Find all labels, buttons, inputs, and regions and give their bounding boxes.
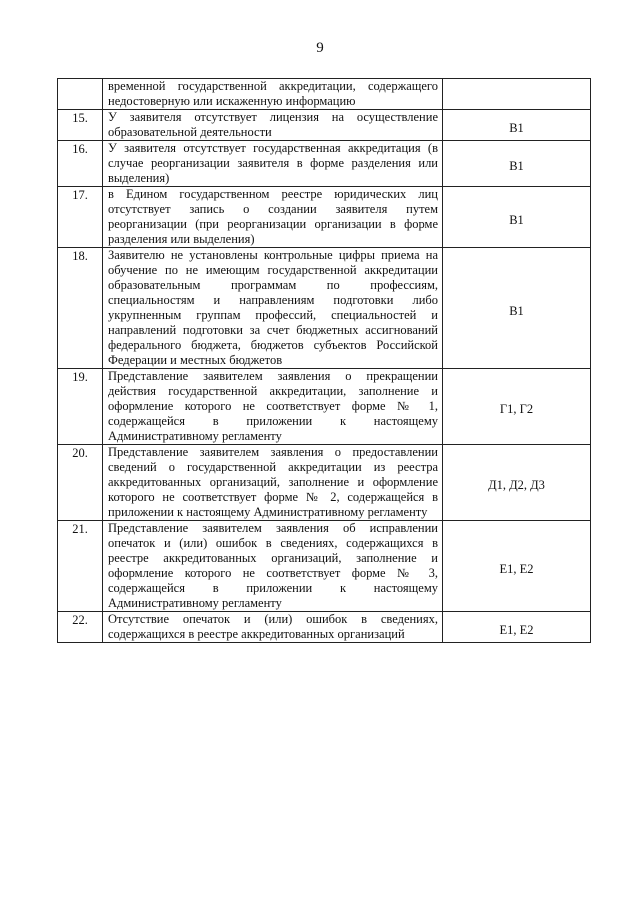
- row-description: временной государственной аккредитации, содержащего недостоверную или искаженную информацию: [103, 79, 443, 110]
- row-description: Представление заявителем заявления о прекращении действия государственной аккредитации, заполнение и оформление которого не соответствует форме № 1, содержащейся в приложении к настоящему Административному регламенту: [103, 369, 443, 445]
- table-row: [58, 110, 591, 141]
- row-number: 16.: [58, 141, 103, 187]
- row-code: В1: [443, 110, 591, 141]
- row-number: 21.: [58, 521, 103, 612]
- row-description: Представление заявителем заявления об исправлении опечаток и (или) ошибок в сведениях, содержащихся в реестре аккредитованных организаций, заполнение и оформление которого не соответствует форме № 3, содержащейся в приложении к настоящему Административному регламенту: [103, 521, 443, 612]
- row-number: 19.: [58, 369, 103, 445]
- table-row: [58, 445, 591, 521]
- row-code: В1: [443, 141, 591, 187]
- row-description: У заявителя отсутствует государственная аккредитация (в случае реорганизации заявителя в форме разделения или выделения): [103, 141, 443, 187]
- row-description: Представление заявителем заявления о предоставлении сведений о государственной аккредитации из реестра аккредитованных организаций, заполнение и оформление которого не соответствует форме № 2, содержащейся в приложении к настоящему Административному регламенту: [103, 445, 443, 521]
- table-row: [58, 79, 591, 110]
- row-description: Отсутствие опечаток и (или) ошибок в сведениях, содержащихся в реестре аккредитованных организаций: [103, 612, 443, 643]
- row-code: Г1, Г2: [443, 369, 591, 445]
- row-code: Е1, Е2: [443, 521, 591, 612]
- table-row: [58, 141, 591, 187]
- table-body: [58, 79, 591, 643]
- refusal-grounds-table: [57, 78, 591, 643]
- row-description: У заявителя отсутствует лицензия на осуществление образовательной деятельности: [103, 110, 443, 141]
- row-code: В1: [443, 187, 591, 248]
- row-number: 17.: [58, 187, 103, 248]
- table-row: [58, 187, 591, 248]
- row-description: Заявителю не установлены контрольные цифры приема на обучение по не имеющим государственной аккредитации образовательным программам по профессиям, специальностям и направлениям подготовки либо укрупненным группам профессий, специальностей и направлений подготовки за счет бюджетных ассигнований федерального бюджета, бюджетов субъектов Российской Федерации и местных бюджетов: [103, 248, 443, 369]
- row-number: 15.: [58, 110, 103, 141]
- row-description: в Едином государственном реестре юридических лиц отсутствует запись о создании заявителя путем реорганизации (при реорганизации организации в форме разделения или выделения): [103, 187, 443, 248]
- table-row: [58, 369, 591, 445]
- row-number: 22.: [58, 612, 103, 643]
- row-code: [443, 79, 591, 110]
- page-number: 9: [316, 40, 324, 56]
- table-row: [58, 521, 591, 612]
- row-code: Е1, Е2: [443, 612, 591, 643]
- table-row: [58, 248, 591, 369]
- row-code: Д1, Д2, Д3: [443, 445, 591, 521]
- row-number: 18.: [58, 248, 103, 369]
- row-number: 20.: [58, 445, 103, 521]
- row-code: В1: [443, 248, 591, 369]
- row-number: [58, 79, 103, 110]
- table-row: [58, 612, 591, 643]
